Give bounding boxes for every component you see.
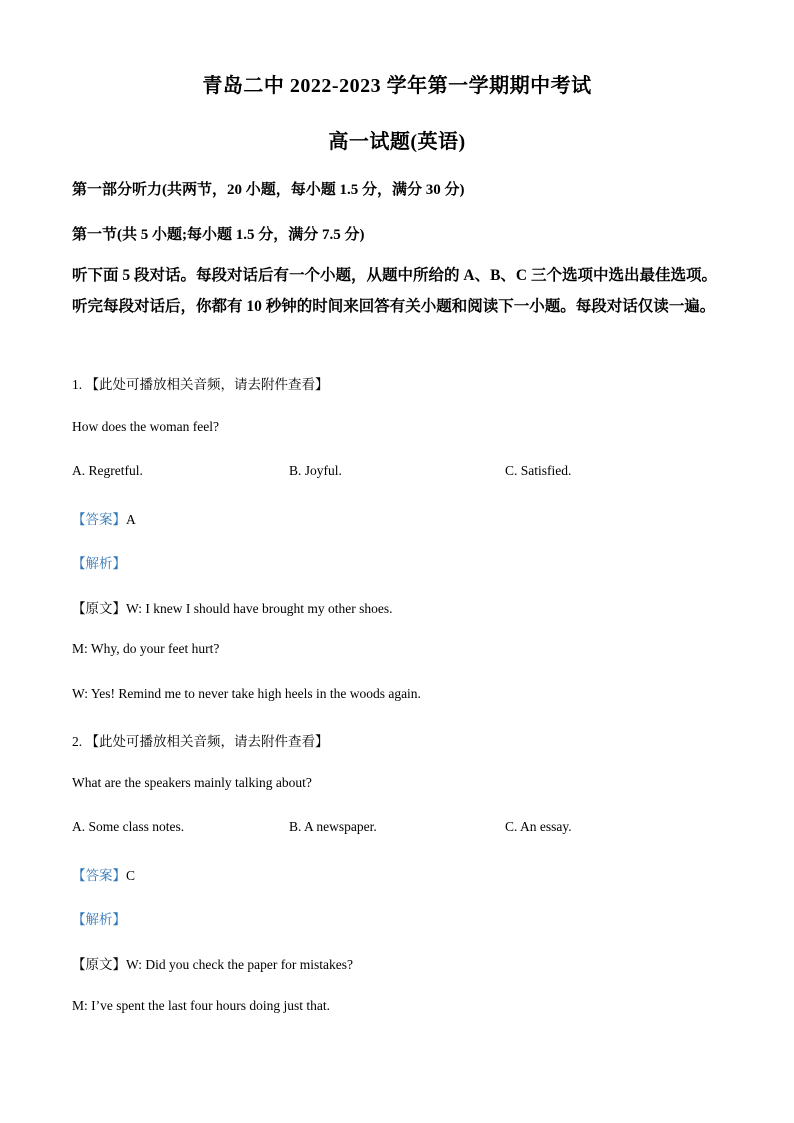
page-title: 青岛二中 2022-2023 学年第一学期期中考试 xyxy=(202,75,592,97)
transcript-text: W: Did you check the paper for mistakes? xyxy=(126,957,354,972)
audio-note-link[interactable]: 【此处可播放相关音频，请去附件查看】 xyxy=(85,734,329,749)
question-number: 1. xyxy=(72,377,83,392)
transcript-label: 【原文】 xyxy=(72,601,126,616)
answer-label: 【答案】 xyxy=(72,512,126,527)
question-1-option-b: B. Joyful. xyxy=(289,463,342,478)
question-2-option-c: C. An essay. xyxy=(505,819,572,834)
transcript-label: 【原文】 xyxy=(72,957,126,972)
page-subtitle: 高一试题(英语) xyxy=(328,131,466,153)
question-2-prompt: What are the speakers mainly talking about? xyxy=(72,775,312,790)
question-1-transcript-line xyxy=(72,597,392,617)
audio-note-link[interactable]: 【此处可播放相关音频，请去附件查看】 xyxy=(85,377,329,392)
question-1-analysis-label: 【解析】 xyxy=(72,556,126,571)
question-2-header xyxy=(72,730,329,750)
answer-value: A xyxy=(126,512,136,527)
question-1-prompt: How does the woman feel? xyxy=(72,419,219,434)
answer-value: C xyxy=(126,868,136,883)
question-1-transcript-line: W: Yes! Remind me to never take high heels in the woods again. xyxy=(72,686,421,701)
question-2-option-a: A. Some class notes. xyxy=(72,819,185,834)
question-2-analysis-label: 【解析】 xyxy=(72,912,126,927)
question-1-option-a: A. Regretful. xyxy=(72,463,143,478)
question-2-answer xyxy=(72,864,135,884)
answer-label: 【答案】 xyxy=(72,868,126,883)
question-1-answer xyxy=(72,508,136,528)
question-1-header xyxy=(72,373,329,393)
transcript-text: W: I knew I should have brought my other shoes. xyxy=(126,601,393,616)
question-1-transcript-line: M: Why, do your feet hurt? xyxy=(72,641,220,656)
question-2-option-b: B. A newspaper. xyxy=(289,819,377,834)
part-heading: 第一部分听力(共两节，20 小题，每小题 1.5 分，满分 30 分) xyxy=(72,182,465,198)
question-2-transcript-line xyxy=(72,953,353,973)
instructions-paragraph: 听下面 5 段对话。每段对话后有一个小题，从题中所给的 A、B、C 三个选项中选出最佳选项。听完每段对话后，你都有 10 秒钟的时间来回答有关小题和阅读下一小题。每段对话仅读一遍。 xyxy=(72,267,717,315)
section-heading: 第一节(共 5 小题;每小题 1.5 分，满分 7.5 分) xyxy=(72,227,365,243)
question-number: 2. xyxy=(72,734,83,749)
question-1-option-c: C. Satisfied. xyxy=(505,463,572,478)
question-2-transcript-line: M: I’ve spent the last four hours doing just that. xyxy=(72,998,330,1013)
